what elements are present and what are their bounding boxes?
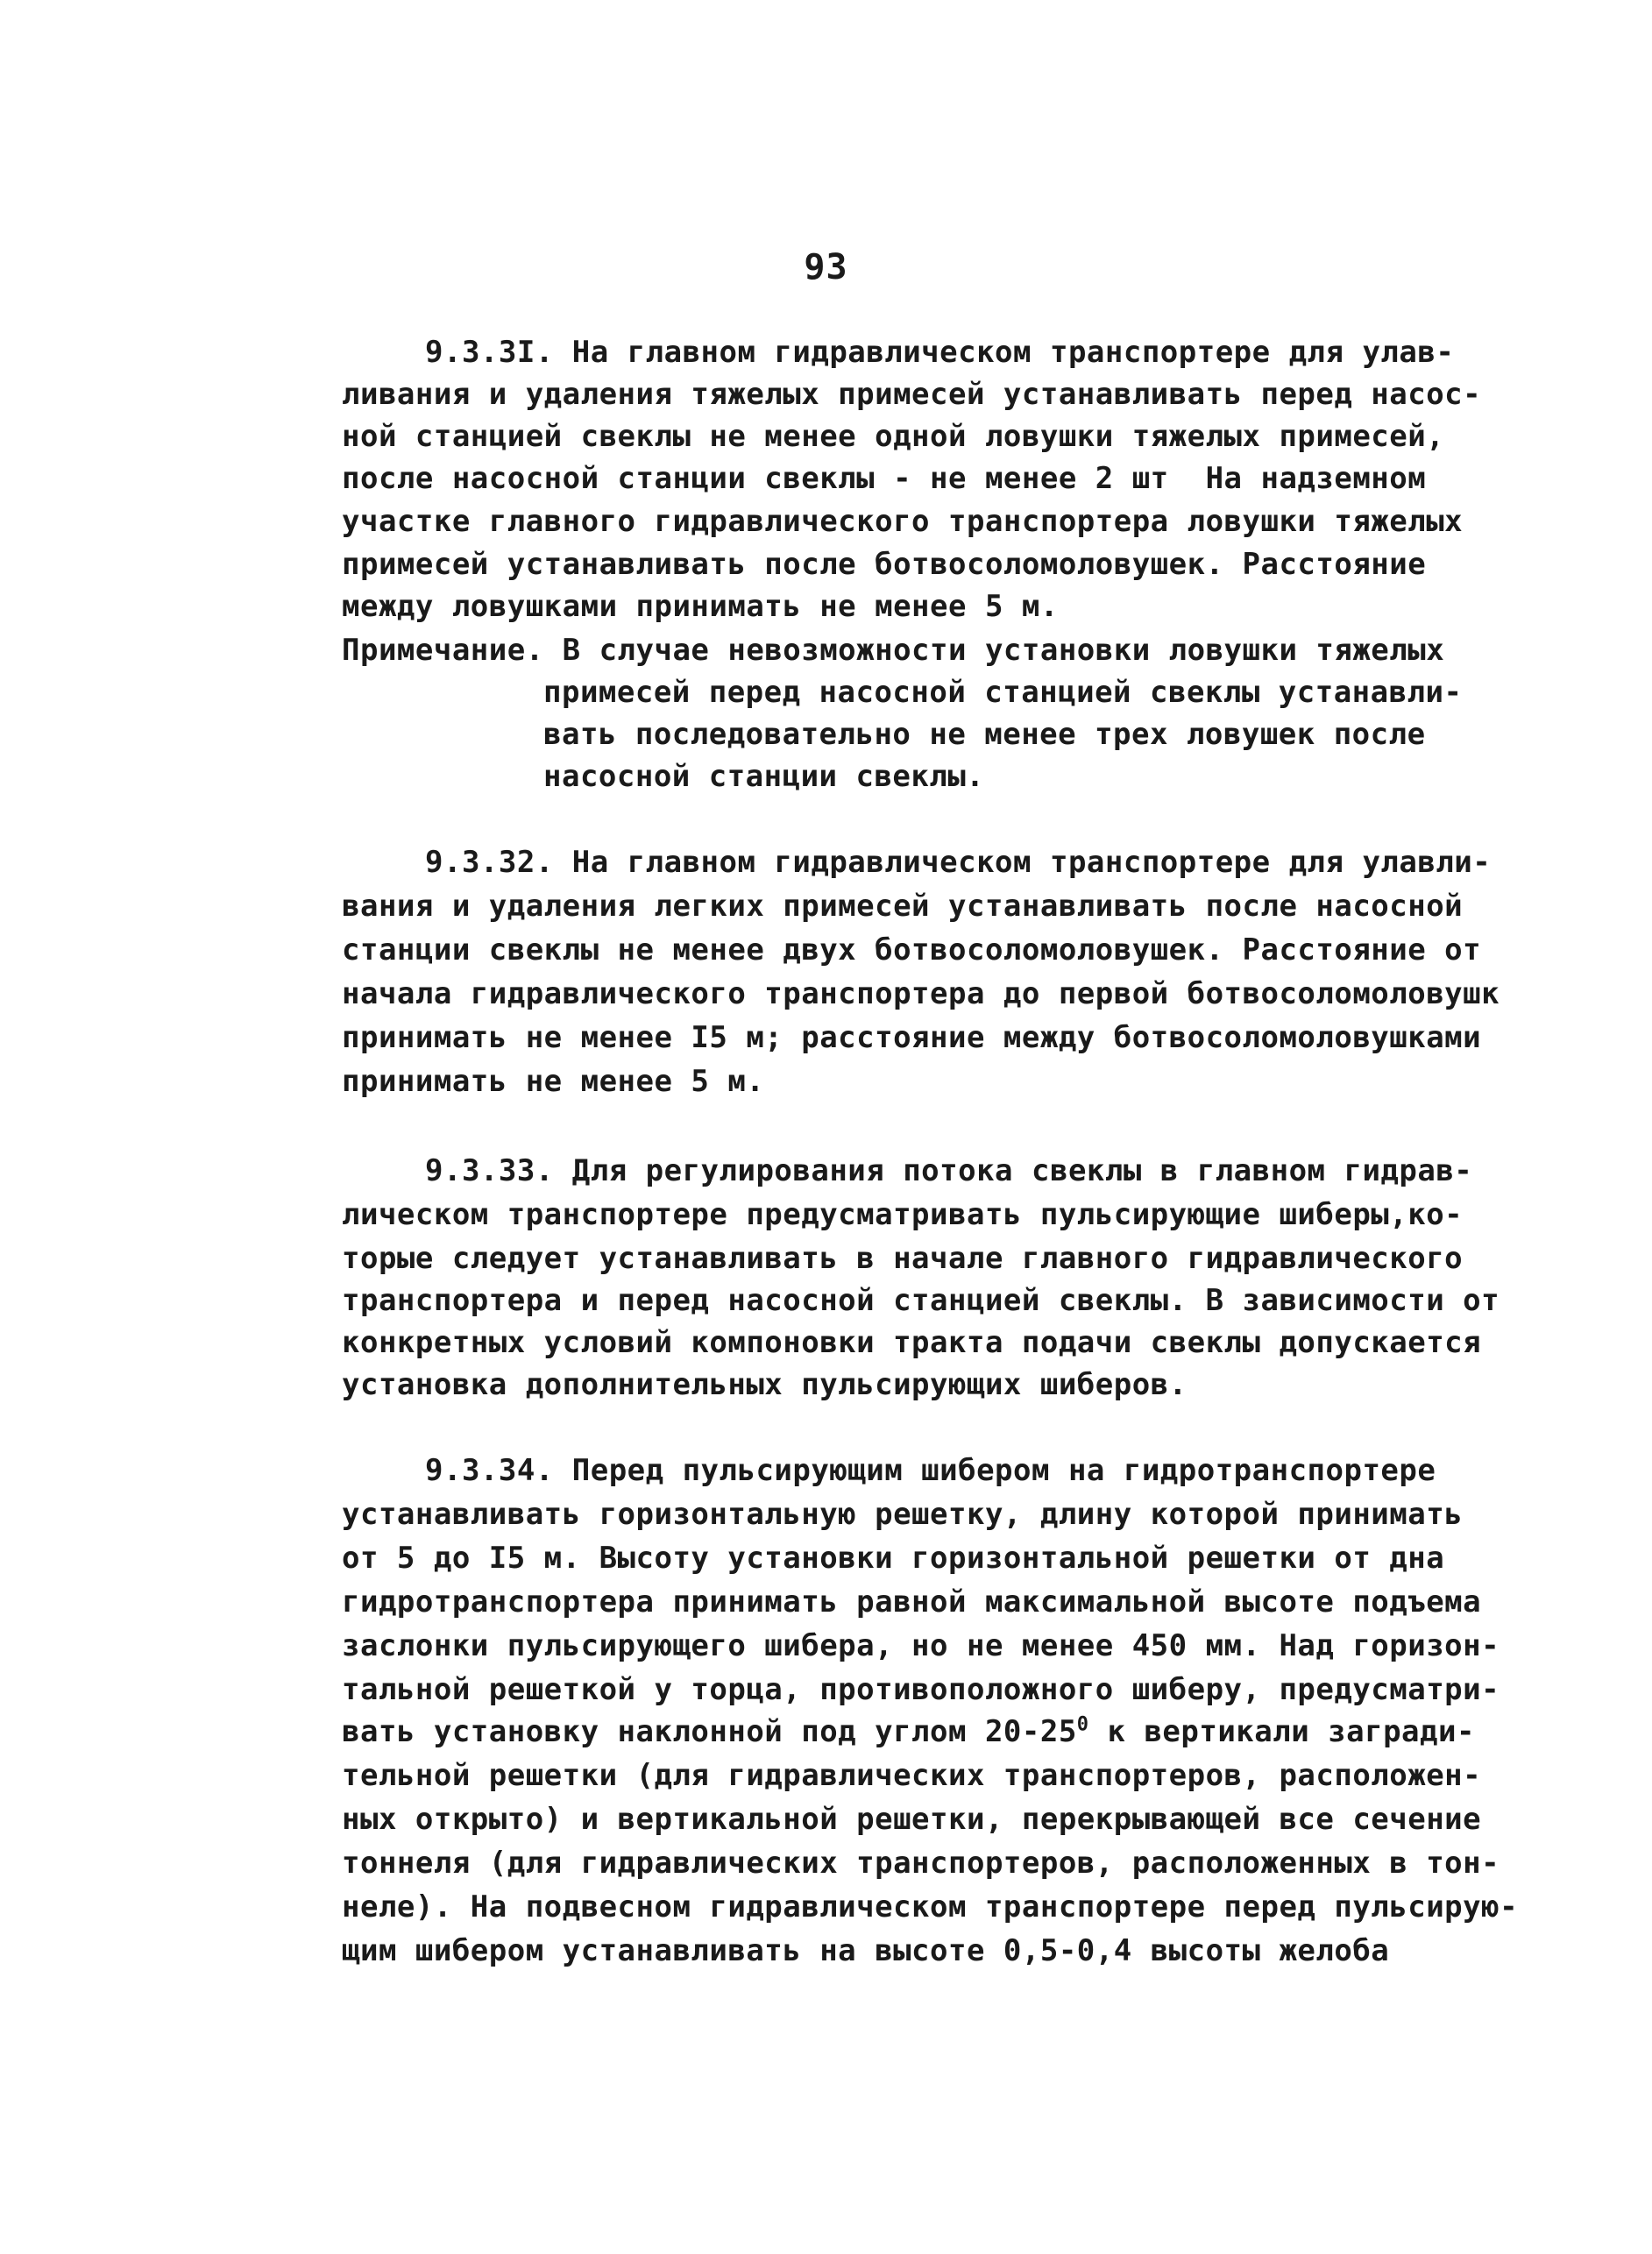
paragraph-line: гидротранспортера принимать равной максимальной высоте подъема [342, 1584, 1482, 1620]
paragraph-line: 9.3.3I. На главном гидравлическом транспортере для улав- [425, 335, 1455, 370]
paragraph-line: тальной решеткой у торца, противоположного шиберу, предусматри- [342, 1672, 1500, 1707]
paragraph-line: от 5 до I5 м. Высоту установки горизонтальной решетки от дна [342, 1541, 1445, 1576]
paragraph-line: 9.3.32. На главном гидравлическом транспортере для улавли- [425, 845, 1492, 880]
paragraph-line: тельной решетки (для гидравлических транспортеров, расположен- [342, 1758, 1482, 1793]
paragraph-line: принимать не менее 5 м. [342, 1064, 765, 1099]
paragraph-line [342, 1711, 1475, 1753]
paragraph-line: лическом транспортере предусматривать пульсирующие шиберы,ко- [342, 1197, 1464, 1232]
paragraph-line: устанавливать горизонтальную решетку, длину которой принимать [342, 1497, 1464, 1532]
paragraph-line: транспортера и перед насосной станцией свеклы. В зависимости от [342, 1283, 1500, 1318]
paragraph-line: ных открыто) и вертикальной решетки, перекрывающей все сечение [342, 1802, 1482, 1837]
note-line: примесей перед насосной станцией свеклы устанавли- [543, 675, 1463, 710]
paragraph-line: между ловушками принимать не менее 5 м. [342, 589, 1059, 624]
paragraph-line: щим шибером устанавливать на высоте 0,5-0,4 высоты желоба [342, 1933, 1390, 1968]
paragraph-line: участке главного гидравлического транспортера ловушки тяжелых [342, 504, 1464, 539]
paragraph-line: принимать не менее I5 м; расстояние между ботвосоломоловушками [342, 1020, 1482, 1055]
paragraph-line: заслонки пульсирующего шибера, но не менее 450 мм. Над горизон- [342, 1628, 1500, 1663]
paragraph-line: торые следует устанавливать в начале главного гидравлического [342, 1241, 1464, 1276]
paragraph-line: 9.3.33. Для регулирования потока свеклы в главном гидрав- [425, 1153, 1473, 1188]
paragraph-line: 9.3.34. Перед пульсирующим шибером на гидротранспортере [425, 1453, 1436, 1488]
paragraph-line: начала гидравлического транспортера до первой ботвосоломоловушк [342, 976, 1500, 1011]
paragraph-line: тоннеля (для гидравлических транспортеров, расположенных в тон- [342, 1846, 1500, 1881]
paragraph-line: ливания и удаления тяжелых примесей устанавливать перед насос- [342, 377, 1482, 412]
degree-superscript: 0 [1076, 1713, 1089, 1736]
paragraph-line: установка дополнительных пульсирующих шиберов. [342, 1367, 1188, 1402]
paragraph-line: примесей устанавливать после ботвосоломоловушек. Расстояние [342, 547, 1427, 582]
paragraph-line: вания и удаления легких примесей устанавливать после насосной [342, 889, 1464, 924]
paragraph-line: ной станцией свеклы не менее одной ловушки тяжелых примесей, [342, 419, 1445, 454]
paragraph-line: станции свеклы не менее двух ботвосоломоловушек. Расстояние от [342, 932, 1482, 968]
paragraph-line-tail: к вертикали загради- [1088, 1714, 1475, 1749]
paragraph-line: конкретных условий компоновки тракта подачи свеклы допускается [342, 1325, 1482, 1360]
page-number: 93 [804, 247, 848, 287]
paragraph-line: после насосной станции свеклы - не менее 2 шт На надземном [342, 461, 1427, 496]
note-line: насосной станции свеклы. [543, 759, 985, 794]
note-line: вать последовательно не менее трех ловушек после [543, 717, 1426, 752]
paragraph-line: неле). На подвесном гидравлическом транспортере перед пульсирую- [342, 1889, 1519, 1924]
paragraph-line-text: вать установку наклонной под углом 20-25 [342, 1714, 1077, 1749]
note-line: Примечание. В случае невозможности установки ловушки тяжелых [342, 633, 1445, 668]
